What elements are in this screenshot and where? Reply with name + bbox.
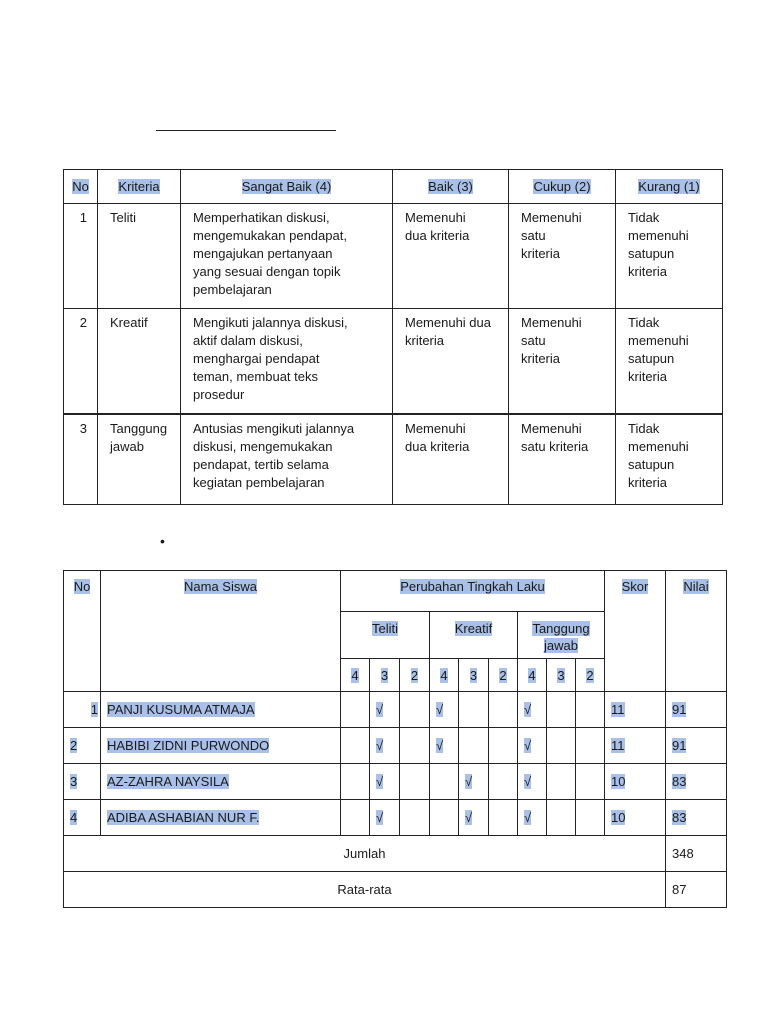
score-level: 4 — [430, 659, 459, 692]
check-cell — [341, 692, 370, 728]
student-row — [64, 800, 727, 836]
check-cell — [400, 764, 430, 800]
criteria-header-baik: Baik (3) — [393, 170, 509, 204]
student-nilai: 83 — [666, 764, 727, 800]
check-cell — [430, 800, 459, 836]
check-cell: √ — [518, 800, 547, 836]
check-cell — [489, 800, 518, 836]
check-cell: √ — [459, 800, 489, 836]
student-no: 2 — [64, 728, 101, 764]
check-cell — [459, 692, 489, 728]
student-name: AZ-ZAHRA NAYSILA — [101, 764, 341, 800]
rata-rata-row — [64, 872, 727, 908]
check-cell — [576, 728, 605, 764]
score-header-tanggung-jawab: Tanggung jawab — [518, 612, 605, 659]
student-nilai: 91 — [666, 728, 727, 764]
check-cell — [341, 728, 370, 764]
rata-rata-value: 87 — [666, 872, 727, 908]
check-cell: √ — [370, 800, 400, 836]
student-no: 3 — [64, 764, 101, 800]
check-cell: √ — [430, 692, 459, 728]
criteria-row — [64, 309, 723, 415]
student-row — [64, 692, 727, 728]
check-cell: √ — [518, 764, 547, 800]
check-cell — [576, 692, 605, 728]
check-cell: √ — [518, 692, 547, 728]
criteria-header-kurang: Kurang (1) — [616, 170, 723, 204]
criteria-kurang: Tidak memenuhi satupun kriteria — [616, 309, 723, 415]
score-level: 3 — [459, 659, 489, 692]
criteria-header-row — [64, 170, 723, 204]
score-header-nilai: Nilai — [666, 571, 727, 692]
criteria-no: 2 — [64, 309, 98, 415]
check-cell: √ — [370, 728, 400, 764]
student-row — [64, 764, 727, 800]
score-header-skor: Skor — [605, 571, 666, 692]
check-cell — [400, 728, 430, 764]
score-level: 4 — [518, 659, 547, 692]
score-level: 2 — [576, 659, 605, 692]
criteria-sangat-baik: Memperhatikan diskusi, mengemukakan pendapat, mengajukan pertanyaan yang sesuai dengan topik pembelajaran — [181, 204, 393, 309]
criteria-header-no: No — [64, 170, 98, 204]
criteria-kurang: Tidak memenuhi satupun kriteria — [616, 414, 723, 505]
criteria-baik: Memenuhi dua kriteria — [393, 309, 509, 415]
student-no: 4 — [64, 800, 101, 836]
score-level: 4 — [341, 659, 370, 692]
criteria-header-sangat-baik: Sangat Baik (4) — [181, 170, 393, 204]
rata-rata-label: Rata-rata — [64, 872, 666, 908]
score-header-perubahan: Perubahan Tingkah Laku — [341, 571, 605, 612]
check-cell — [400, 800, 430, 836]
check-cell: √ — [370, 692, 400, 728]
criteria-cukup: Memenuhi satu kriteria — [509, 309, 616, 415]
criteria-baik: Memenuhi dua kriteria — [393, 414, 509, 505]
check-cell — [547, 728, 576, 764]
check-cell — [547, 800, 576, 836]
criteria-sangat-baik: Antusias mengikuti jalannya diskusi, mengemukakan pendapat, tertib selama kegiatan pembelajaran — [181, 414, 393, 505]
criteria-cukup: Memenuhi satu kriteria — [509, 204, 616, 309]
criteria-cukup: Memenuhi satu kriteria — [509, 414, 616, 505]
check-cell — [489, 728, 518, 764]
student-skor: 11 — [605, 692, 666, 728]
bullet-point: • — [160, 533, 165, 549]
criteria-kurang: Tidak memenuhi satupun kriteria — [616, 204, 723, 309]
score-level: 2 — [489, 659, 518, 692]
criteria-row — [64, 204, 723, 309]
check-cell — [576, 800, 605, 836]
score-header-kreatif: Kreatif — [430, 612, 518, 659]
score-header-row — [64, 571, 727, 612]
criteria-header-cukup: Cukup (2) — [509, 170, 616, 204]
score-header-teliti: Teliti — [341, 612, 430, 659]
check-cell — [489, 692, 518, 728]
student-name: PANJI KUSUMA ATMAJA — [101, 692, 341, 728]
student-skor: 10 — [605, 800, 666, 836]
check-cell — [341, 764, 370, 800]
score-header-no: No — [64, 571, 101, 692]
check-cell: √ — [518, 728, 547, 764]
check-cell — [341, 800, 370, 836]
student-name: HABIBI ZIDNI PURWONDO — [101, 728, 341, 764]
criteria-kriteria: Tanggung jawab — [98, 414, 181, 505]
check-cell — [547, 692, 576, 728]
criteria-sangat-baik: Mengikuti jalannya diskusi, aktif dalam diskusi, menghargai pendapat teman, membuat teks prosedur — [181, 309, 393, 415]
check-cell — [430, 764, 459, 800]
student-skor: 10 — [605, 764, 666, 800]
criteria-no: 1 — [64, 204, 98, 309]
criteria-kriteria: Kreatif — [98, 309, 181, 415]
criteria-baik: Memenuhi dua kriteria — [393, 204, 509, 309]
student-no: 1 — [64, 692, 101, 728]
check-cell — [576, 764, 605, 800]
criteria-header-kriteria: Kriteria — [98, 170, 181, 204]
criteria-kriteria: Teliti — [98, 204, 181, 309]
jumlah-row — [64, 836, 727, 872]
score-level: 3 — [547, 659, 576, 692]
score-table — [63, 570, 727, 908]
student-row — [64, 728, 727, 764]
jumlah-value: 348 — [666, 836, 727, 872]
student-name: ADIBA ASHABIAN NUR F. — [101, 800, 341, 836]
criteria-row — [64, 414, 723, 505]
criteria-no: 3 — [64, 414, 98, 505]
check-cell — [547, 764, 576, 800]
title-underline — [156, 130, 336, 131]
check-cell — [489, 764, 518, 800]
score-level: 2 — [400, 659, 430, 692]
jumlah-label: Jumlah — [64, 836, 666, 872]
check-cell: √ — [430, 728, 459, 764]
student-nilai: 91 — [666, 692, 727, 728]
score-level: 3 — [370, 659, 400, 692]
check-cell — [400, 692, 430, 728]
score-header-nama: Nama Siswa — [101, 571, 341, 692]
check-cell: √ — [459, 764, 489, 800]
criteria-table — [63, 169, 723, 505]
check-cell: √ — [370, 764, 400, 800]
student-nilai: 83 — [666, 800, 727, 836]
check-cell — [459, 728, 489, 764]
student-skor: 11 — [605, 728, 666, 764]
